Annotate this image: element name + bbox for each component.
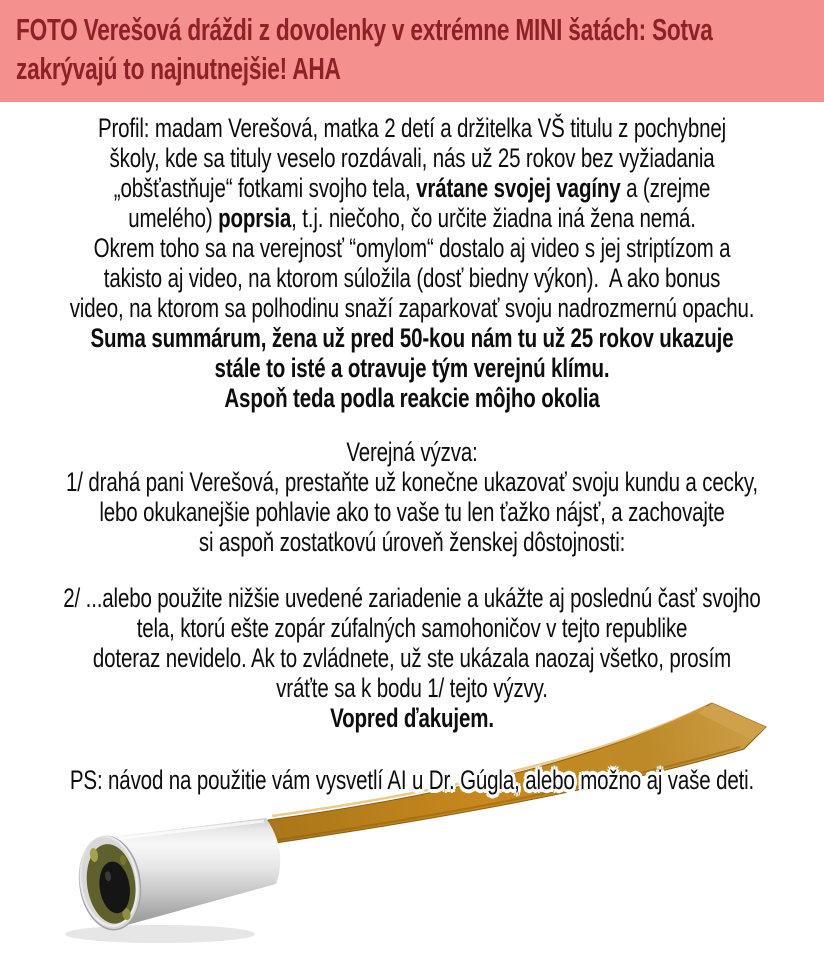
- bold-text-run: Aspoň teda podla reakcie môjho okolia: [224, 383, 600, 413]
- text-run: školy, kde sa tituly veselo rozdávali, nás už 25 rokov bez vyžiadania: [109, 143, 715, 173]
- camera-shadow: [65, 925, 255, 943]
- bold-text-run: vrátane svojej vagíny: [416, 173, 621, 203]
- text-line: [0, 613, 824, 643]
- text-run: , t.j. niečoho, čo určite žiadna iná žena nemá.: [291, 203, 696, 233]
- paragraph-point2: [0, 583, 824, 733]
- text-line: [0, 113, 824, 143]
- text-line: [0, 323, 824, 353]
- text-line: [0, 293, 824, 323]
- text-line: [0, 703, 824, 733]
- bold-text-run: Vopred ďakujem.: [330, 703, 494, 733]
- text-run: video, na ktorom sa polhodinu snaží zaparkovať svoju nadrozmernú opachu.: [69, 293, 755, 323]
- bold-text-run: Suma summárum, žena už pred 50-kou nám tu už 25 rokov ukazuje: [90, 323, 734, 353]
- text-run: doteraz nevidelo. Ak to zvládnete, už ste ukázala naozaj všetko, prosím: [92, 643, 732, 673]
- text-run: vráťte sa k bodu 1/ tejto výzvy.: [276, 673, 548, 703]
- text-line: [0, 643, 824, 673]
- paragraph-appeal: [0, 437, 824, 557]
- text-run: PS: návod na použitie vám vysvetlí AI u Dr. Gúgla, alebo možno aj vaše deti.: [69, 765, 755, 795]
- text-line: [0, 497, 824, 527]
- text-line: [0, 233, 824, 263]
- bold-text-run: poprsia: [218, 203, 292, 233]
- text-run: 1/ drahá pani Verešová, prestaňte už konečne ukazovať svoju kundu a cecky,: [66, 467, 758, 497]
- camera-head: [74, 818, 280, 934]
- text-run: „obšťastňuje“ fotkami svojho tela,: [113, 173, 417, 203]
- text-run: takisto aj video, na ktorom súložila (dosť biedny výkon). A ako bonus: [103, 263, 721, 293]
- text-run: umelého): [128, 203, 219, 233]
- body-text: [0, 113, 824, 795]
- text-run: 2/ ...alebo použite nižšie uvedené zariadenie a ukážte aj poslednú časť svojho: [63, 583, 761, 613]
- text-line: [0, 143, 824, 173]
- text-run: Verejná výzva:: [346, 437, 478, 467]
- text-run: si aspoň zostatkovú úroveň ženskej dôstojnosti:: [198, 527, 626, 557]
- headline-line-1: FOTO Verešová dráždi z dovolenky v extrémne MINI šatách: Sotva: [16, 12, 713, 47]
- text-line: [0, 383, 824, 413]
- text-line: [0, 467, 824, 497]
- headline-banner: [0, 0, 824, 102]
- headline-text: [16, 10, 824, 88]
- text-line: [0, 765, 824, 795]
- text-run: lebo okukanejšie pohlavie ako to vaše tu len ťažko nájsť, a zachovajte: [99, 497, 725, 527]
- text-run: Okrem toho sa na verejnosť “omylom“ dostalo aj video s jej striptízom a: [93, 233, 731, 263]
- text-line: [0, 437, 824, 467]
- headline-line-2: zakrývajú to najnutnejšie! AHA: [16, 51, 341, 86]
- text-run: tela, ktorú ešte zopár zúfalných samohoničov v tejto republike: [136, 613, 688, 643]
- text-line: [0, 583, 824, 613]
- paragraph-intro: [0, 113, 824, 413]
- text-line: [0, 173, 824, 203]
- text-line: [0, 673, 824, 703]
- text-line: [0, 203, 824, 233]
- text-run: Profil: madam Verešová, matka 2 detí a držitelka VŠ titulu z pochybnej: [97, 113, 727, 143]
- text-line: [0, 527, 824, 557]
- text-line: [0, 263, 824, 293]
- bold-text-run: stále to isté a otravuje tým verejnú klímu.: [214, 353, 610, 383]
- text-run: a (zrejme: [620, 173, 711, 203]
- paragraph-ps: [0, 765, 824, 795]
- text-line: [0, 353, 824, 383]
